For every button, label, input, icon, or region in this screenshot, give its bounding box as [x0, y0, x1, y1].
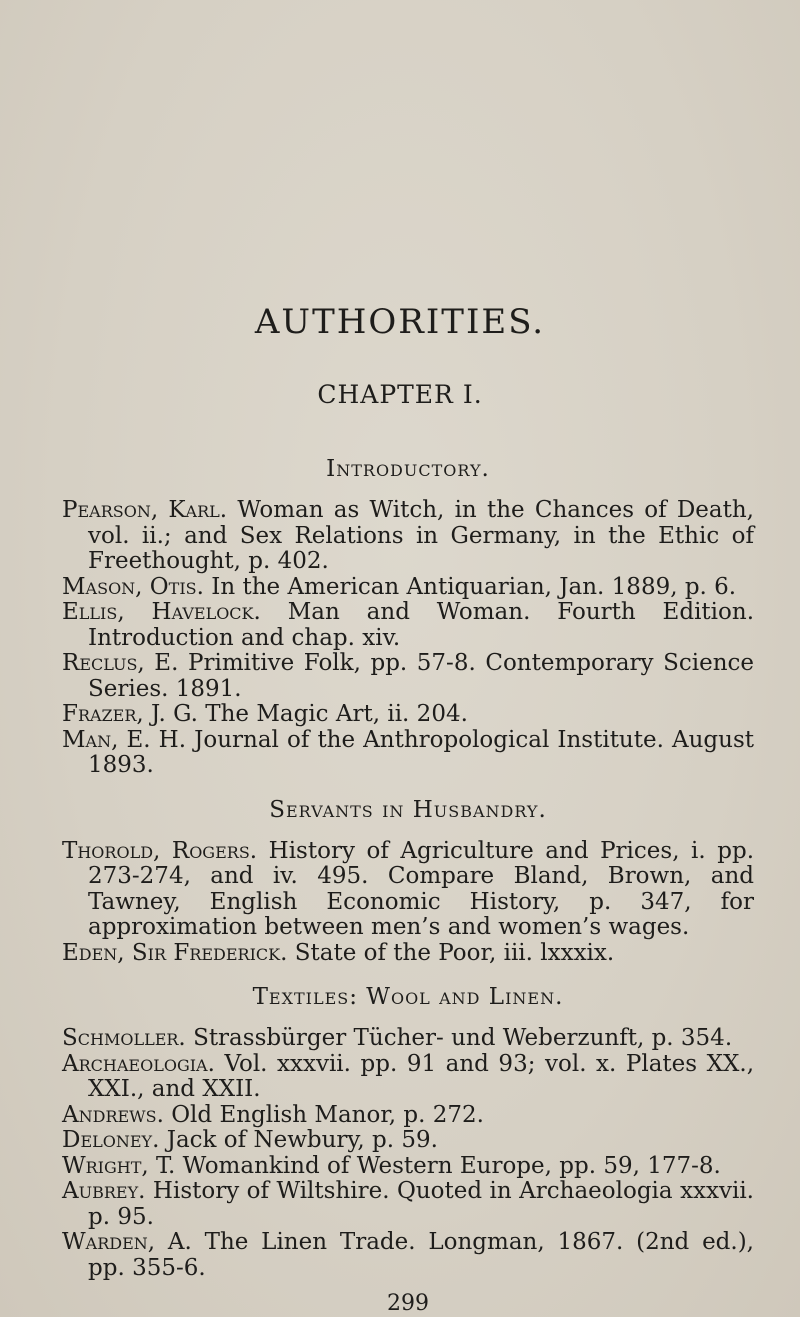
entry-author: Andrews.	[62, 1101, 164, 1128]
page-number: 299	[387, 1291, 429, 1316]
entry-author: Frazer, J. G.	[62, 701, 198, 727]
entry-text: Journal of the Anthropological Institute. August 1893.	[88, 726, 755, 778]
entry	[62, 651, 754, 702]
entry	[62, 1052, 754, 1103]
entry-text: Woman as Witch, in the Chances of Death, vol. ii.; and Sex Relations in Germany, in the Ethic of Freethought, p. 402.	[88, 497, 754, 574]
section-heading: Introductory.	[326, 456, 490, 482]
entry-text: The Magic Art, ii. 204.	[205, 701, 468, 727]
entry	[62, 941, 754, 967]
entry-author: Man, E. H.	[62, 726, 187, 753]
entry	[62, 1103, 754, 1129]
entry-author: Deloney.	[62, 1127, 160, 1153]
entry	[62, 1154, 754, 1180]
entry-author: Thorold, Rogers.	[62, 837, 258, 864]
page-title: AUTHORITIES.	[254, 302, 546, 342]
chapter-heading: CHAPTER I.	[317, 380, 483, 409]
entry-author: Aubrey.	[62, 1178, 146, 1204]
entry-text: Jack of Newbury, p. 59.	[166, 1127, 438, 1153]
entry-text: Man and Woman. Fourth Edition. Introduction and chap. xiv.	[88, 599, 755, 651]
entry-author: Reclus, E.	[62, 650, 179, 676]
entry-text: State of the Poor, iii. lxxxix.	[294, 939, 615, 966]
entry-text: Vol. xxxvii. pp. 91 and 93; vol. x. Plates XX., XXI., and XXII.	[88, 1050, 754, 1102]
entry-text: In the American Antiquarian, Jan. 1889, p. 6.	[211, 573, 737, 600]
entry-author: Ellis, Havelock.	[62, 599, 261, 625]
entry	[62, 600, 754, 651]
entry	[62, 575, 754, 601]
entry	[62, 702, 754, 728]
entry	[62, 1230, 754, 1281]
entry-author: Eden, Sir Frederick.	[62, 939, 288, 966]
entry-text: The Linen Trade. Longman, 1867. (2nd ed.), pp. 355-6.	[88, 1229, 754, 1281]
entry-text: History of Wiltshire. Quoted in Archaeologia xxxvii. p. 95.	[88, 1178, 754, 1230]
entry-author: Schmoller.	[62, 1025, 186, 1051]
entry-text: History of Agriculture and Prices, i. pp. 273-274, and iv. 495. Compare Bland, Brown, and Tawney, English Economic History, p. 347, for approximation between men’s and women’s wages.	[88, 837, 754, 940]
section-heading: Servants in Husbandry.	[269, 796, 547, 823]
entry-author: Archaeologia.	[62, 1050, 215, 1077]
entry-author: Mason, Otis.	[62, 573, 204, 600]
entry	[62, 839, 754, 941]
entry-text: Strassbürger Tücher- und Weberzunft, p. 354.	[193, 1025, 733, 1051]
entry	[62, 498, 754, 575]
entry-author: Warden, A.	[62, 1229, 192, 1255]
entry-author: Wright, T.	[62, 1152, 176, 1179]
entry	[62, 728, 754, 779]
entry	[62, 1128, 754, 1154]
entry-text: Primitive Folk, pp. 57-8. Contemporary Science Series. 1891.	[88, 650, 755, 702]
authorities-list	[62, 456, 754, 1316]
section-heading: Textiles: Wool and Linen.	[252, 984, 564, 1010]
entry-text: Womankind of Western Europe, pp. 59, 177-8.	[182, 1152, 721, 1179]
entry	[62, 1179, 754, 1230]
entry-author: Pearson, Karl.	[62, 497, 228, 523]
entry	[62, 1026, 754, 1052]
entry-text: Old English Manor, p. 272.	[171, 1101, 484, 1128]
